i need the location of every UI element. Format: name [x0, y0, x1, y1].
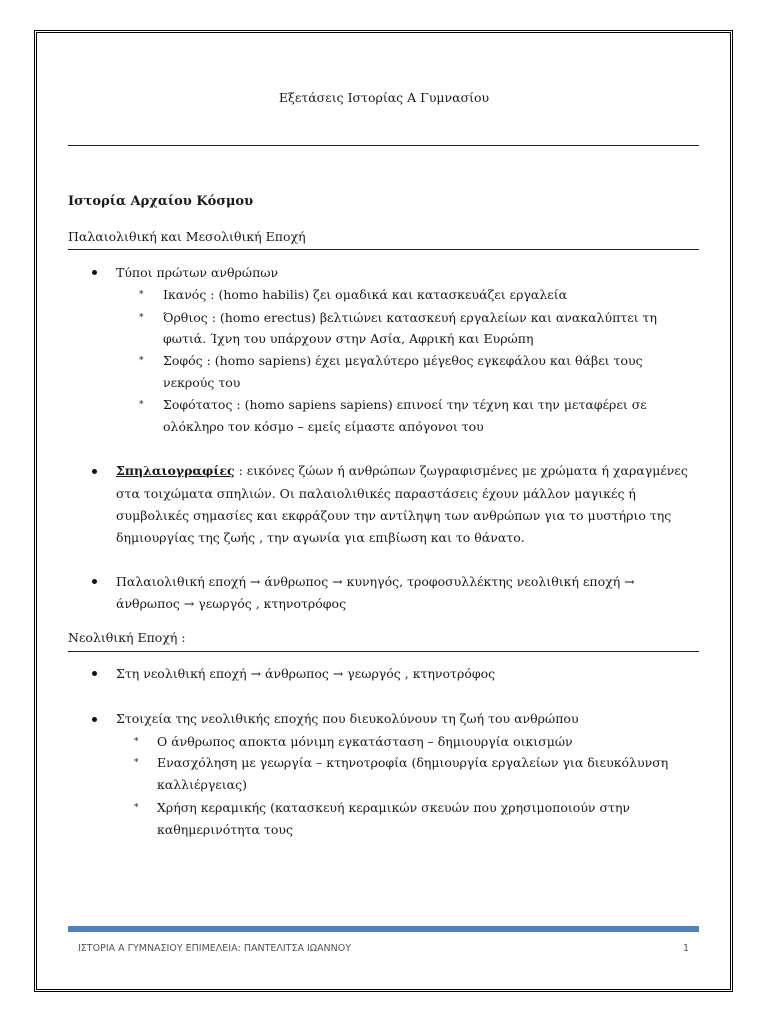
bullet-icon — [92, 270, 97, 275]
section-divider — [68, 249, 699, 250]
list-item: Σοφότατος : (homo sapiens sapiens) επινοεί την τέχνη και την μεταφέρει σε — [163, 397, 647, 412]
list-item: Ικανός : (homo habilis) ζει ομαδικά και κατασκευάζει εργαλεία — [163, 287, 568, 302]
footer-rule — [68, 926, 699, 932]
bullet-icon — [92, 717, 97, 722]
asterisk-icon: * — [134, 737, 139, 747]
document-title: Εξετάσεις Ιστορίας Α Γυμνασίου — [278, 90, 490, 105]
list-item: Ενασχόληση με γεωργία – κτηνοτροφία (δημιουργία εργαλείων για διευκόλυνση — [157, 755, 669, 770]
term-cave-paintings: Σπηλαιογραφίες — [116, 463, 235, 478]
bullet-icon — [92, 671, 97, 676]
footer-text: ΙΣΤΟΡΙΑ Α ΓΥΜΝΑΣΙΟΥ ΕΠΙΜΕΛΕΙΑ: ΠΑΝΤΕΛΙΤΣΑ ΙΩΑΝΝΟΥ — [78, 943, 352, 954]
bullet-icon — [92, 579, 97, 584]
list-item: Όρθιος : (homo erectus) βελτιώνει κατασκευή εργαλείων και ανακαλύπτει τη — [163, 310, 657, 325]
list-item: καθημερινότητα τους — [157, 822, 294, 837]
page-number: 1 — [683, 943, 690, 954]
list-item: Στη νεολιθική εποχή → άνθρωπος → γεωργός , κτηνοτρόφος — [116, 666, 496, 681]
section-divider — [68, 651, 699, 652]
list-item: συμβολικές σημασίες και εκφράζουν την αντίληψη των ανθρώπων για το μυστήριο της — [116, 508, 672, 523]
asterisk-icon: * — [139, 313, 144, 323]
bullet-icon — [92, 469, 97, 474]
section-heading-paleolithic: Παλαιολιθική και Μεσολιθική Εποχή — [68, 229, 306, 244]
list-item: φωτιά. Ίχνη του υπάρχουν στην Ασία, Αφρική και Ευρώπη — [163, 331, 534, 346]
asterisk-icon: * — [139, 290, 144, 300]
list-item: Παλαιολιθική εποχή → άνθρωπος → κυνηγός, τροφοσυλλέκτης νεολιθική εποχή → — [116, 574, 635, 589]
list-item: καλλιέργειας) — [157, 777, 247, 792]
list-item: Σοφός : (homo sapiens) έχει μεγαλύτερο μέγεθος εγκεφάλου και θάβει τους — [163, 353, 643, 368]
section-heading-neolithic: Νεολιθική Εποχή : — [68, 630, 186, 645]
asterisk-icon: * — [134, 758, 139, 768]
list-item: Χρήση κεραμικής (κατασκευή κεραμικών σκευών που χρησιμοποιούν στην — [157, 800, 631, 815]
title-divider — [68, 145, 699, 146]
main-heading: Ιστορία Αρχαίου Κόσμου — [68, 194, 254, 209]
asterisk-icon: * — [134, 803, 139, 813]
list-item: Σπηλαιογραφίες : εικόνες ζώων ή ανθρώπων ζωγραφισμένες με χρώματα ή χαραγμένες — [116, 463, 688, 478]
list-item: Τύποι πρώτων ανθρώπων — [116, 265, 279, 280]
list-item: άνθρωπος → γεωργός , κτηνοτρόφος — [116, 596, 347, 611]
asterisk-icon: * — [139, 400, 144, 410]
list-item: Στοιχεία της νεολιθικής εποχής που διευκολύνουν τη ζωή του ανθρώπου — [116, 711, 579, 726]
asterisk-icon: * — [139, 356, 144, 366]
list-item: ολόκληρο τον κόσμο – εμείς είμαστε απόγονοι του — [163, 419, 484, 434]
list-item: νεκρούς του — [163, 375, 241, 390]
list-item: δημιουργίας της ζωής , την αγωνία για επιβίωση και το θάνατο. — [116, 530, 525, 545]
list-item: στα τοιχώματα σπηλιών. Οι παλαιολιθικές παραστάσεις έχουν μάλλον μαγικές ή — [116, 486, 636, 501]
list-item: Ο άνθρωπος αποκτα μόνιμη εγκατάσταση – δημιουργία οικισμών — [157, 734, 573, 749]
